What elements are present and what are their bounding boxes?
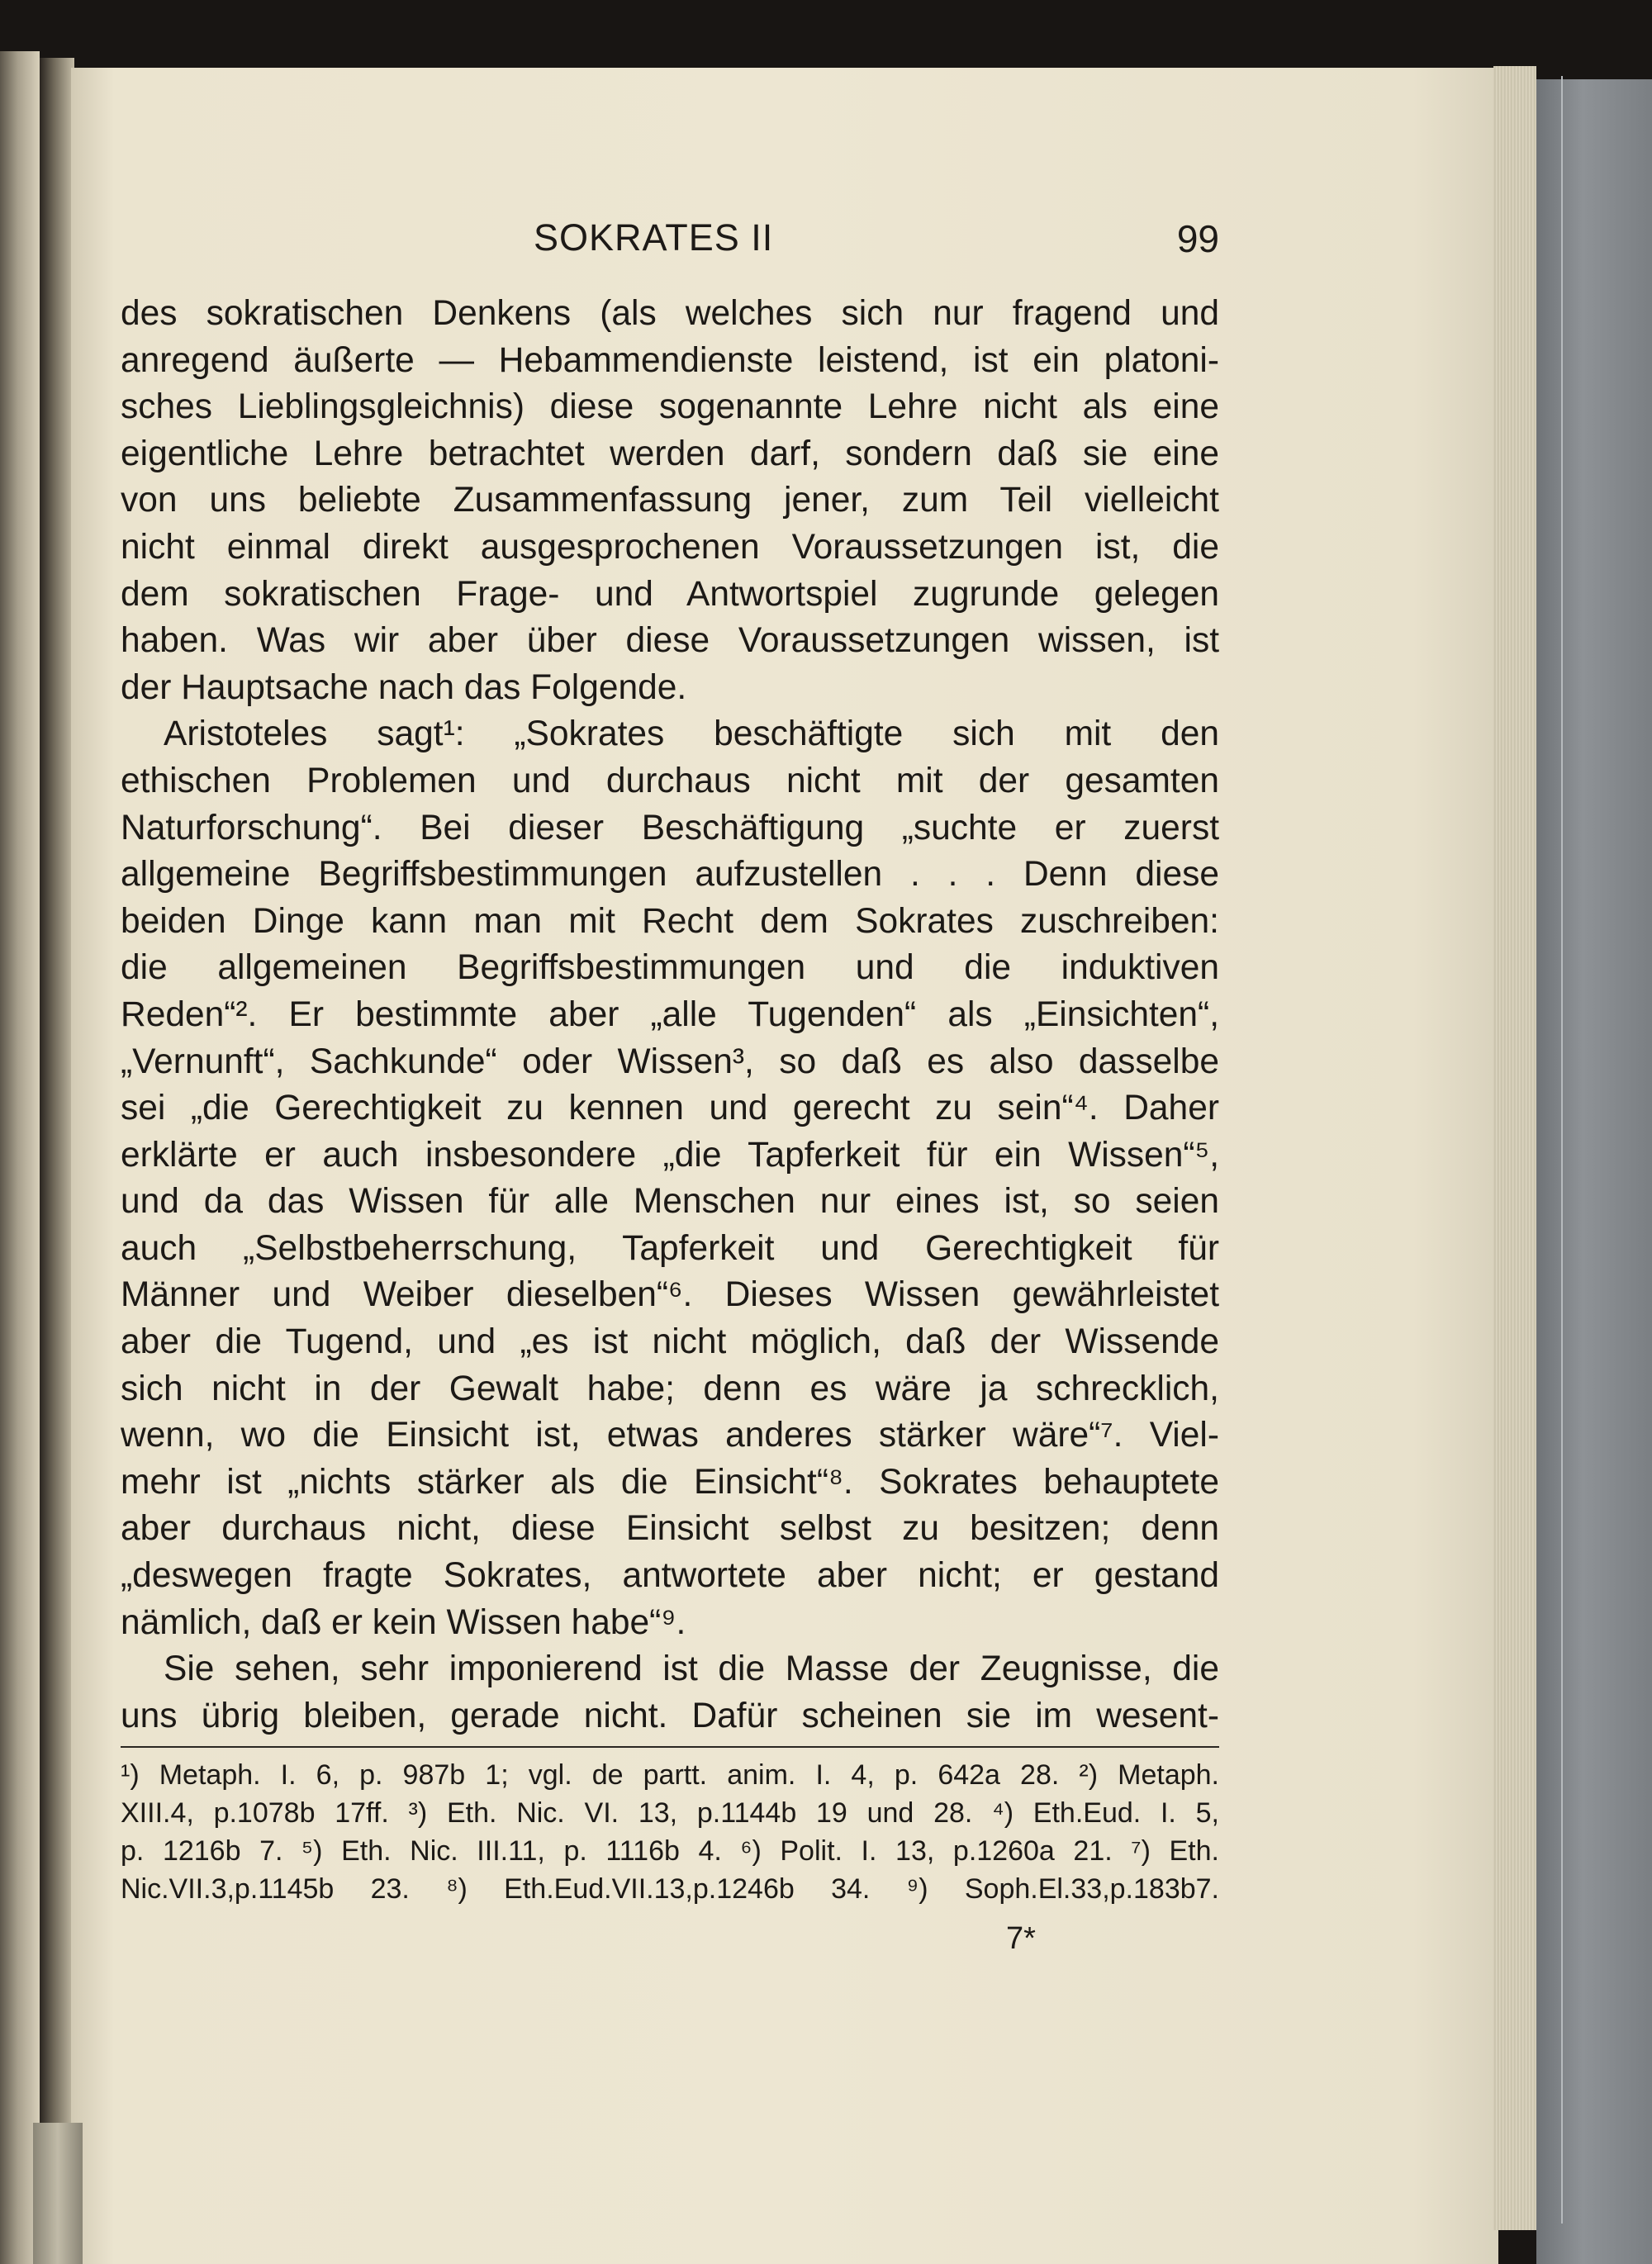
text-line: aber durchaus nicht, diese Einsicht selbst zu besitzen; denn (121, 1509, 1219, 1549)
text-line: erklärte er auch insbesondere „die Tapferkeit für ein Wissen“⁵, (121, 1135, 1219, 1175)
text-line: Sie sehen, sehr imponierend ist die Masse der Zeugnisse, die (164, 1649, 1219, 1689)
footnote-line: XIII.4, p.1078b 17ff. ³) Eth. Nic. VI. 13, p.1144b 19 und 28. ⁴) Eth.Eud. I. 5, (121, 1797, 1219, 1829)
book-cover (1536, 79, 1652, 2264)
text-line: aber die Tugend, und „es ist nicht möglich, daß der Wissende (121, 1322, 1219, 1362)
cover-edge (1561, 76, 1563, 2224)
book-gutter (40, 58, 74, 2264)
text-line: nämlich, daß er kein Wissen habe“⁹. (121, 1602, 686, 1642)
text-line: dem sokratischen Frage- und Antwortspiel zugrunde gelegen (121, 574, 1219, 614)
signature-mark: 7* (1006, 1921, 1036, 1956)
text-line: der Hauptsache nach das Folgende. (121, 667, 687, 707)
running-title: SOKRATES II (534, 216, 774, 259)
text-line: Naturforschung“. Bei dieser Beschäftigung „suchte er zuerst (121, 808, 1219, 847)
text-line: uns übrig bleiben, gerade nicht. Dafür scheinen sie im wesent- (121, 1696, 1219, 1735)
footnotes (121, 1756, 1219, 1908)
footnote-rule (121, 1746, 1219, 1748)
text-line: anregend äußerte — Hebammendienste leistend, ist ein platoni- (121, 340, 1219, 380)
text-line: sches Lieblingsgleichnis) diese sogenannte Lehre nicht als eine (121, 387, 1219, 427)
bookmark-ribbon (33, 2123, 83, 2264)
text-line: Männer und Weiber dieselben“⁶. Dieses Wissen gewährleistet (121, 1275, 1219, 1315)
text-line: sich nicht in der Gewalt habe; denn es wäre ja schrecklich, (121, 1369, 1219, 1408)
footnote-line: p. 1216b 7. ⁵) Eth. Nic. III.11, p. 1116b 4. ⁶) Polit. I. 13, p.1260a 21. ⁷) Eth. (121, 1835, 1219, 1867)
text-line: allgemeine Begriffsbestimmungen aufzustellen . . . Denn diese (121, 855, 1219, 895)
text-line: des sokratischen Denkens (als welches sich nur fragend und (121, 294, 1219, 333)
text-line: mehr ist „nichts stärker als die Einsicht“⁸. Sokrates behauptete (121, 1462, 1219, 1502)
body-text (121, 291, 1219, 1740)
running-header (121, 216, 1219, 266)
left-page-edge (0, 51, 40, 2264)
text-line: ethischen Problemen und durchaus nicht mit der gesamten (121, 761, 1219, 800)
text-line: eigentliche Lehre betrachtet werden darf, sondern daß sie eine (121, 434, 1219, 473)
page-number: 99 (1176, 217, 1219, 260)
text-line: auch „Selbstbeherrschung, Tapferkeit und Gerechtigkeit für (121, 1228, 1219, 1268)
text-line: nicht einmal direkt ausgesprochenen Voraussetzungen ist, die (121, 527, 1219, 567)
text-line: „deswegen fragte Sokrates, antwortete aber nicht; er gestand (121, 1556, 1219, 1596)
footnote-line: ¹) Metaph. I. 6, p. 987b 1; vgl. de partt. anim. I. 4, p. 642a 28. ²) Metaph. (121, 1759, 1219, 1791)
text-line: die allgemeinen Begriffsbestimmungen und die induktiven (121, 948, 1219, 988)
text-line: Aristoteles sagt¹: „Sokrates beschäftigte sich mit den (164, 714, 1219, 754)
footnote-line: Nic.VII.3,p.1145b 23. ⁸) Eth.Eud.VII.13,p.1246b 34. ⁹) Soph.El.33,p.183b7. (121, 1873, 1219, 1905)
text-line: „Vernunft“, Sachkunde“ oder Wissen³, so daß es also dasselbe (121, 1042, 1219, 1081)
text-line: haben. Was wir aber über diese Voraussetzungen wissen, ist (121, 621, 1219, 661)
text-line: Reden“². Er bestimmte aber „alle Tugenden“ als „Einsichten“, (121, 994, 1219, 1034)
page-stack-edge (1493, 66, 1536, 2230)
text-line: wenn, wo die Einsicht ist, etwas anderes stärker wäre“⁷. Viel- (121, 1416, 1219, 1455)
text-line: von uns beliebte Zusammenfassung jener, zum Teil vielleicht (121, 481, 1219, 520)
text-line: und da das Wissen für alle Menschen nur eines ist, so seien (121, 1182, 1219, 1222)
text-line: sei „die Gerechtigkeit zu kennen und gerecht zu sein“⁴. Daher (121, 1089, 1219, 1128)
text-line: beiden Dinge kann man mit Recht dem Sokrates zuschreiben: (121, 901, 1219, 941)
